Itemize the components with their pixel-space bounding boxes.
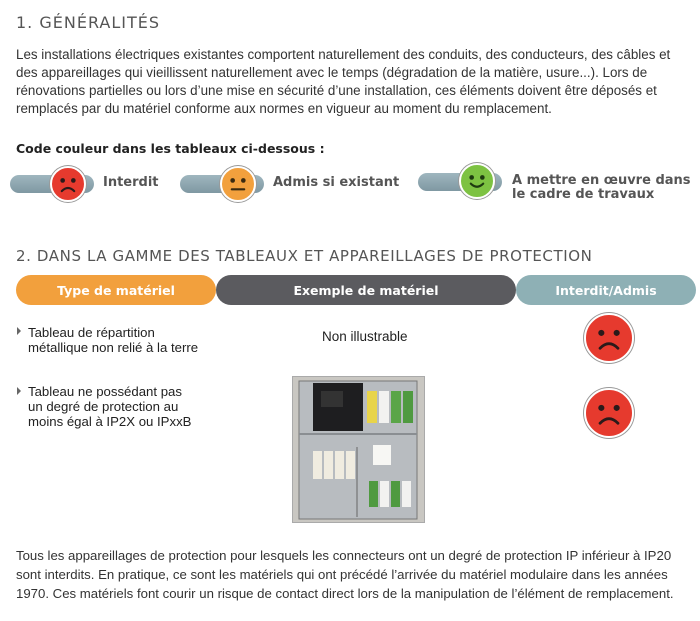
header-interdit-admis: Interdit/Admis [516,275,696,305]
row-2-type [28,384,191,429]
header-type-materiel: Type de matériel [16,275,216,305]
neutral-face-icon [220,166,256,202]
happy-face-icon [459,163,495,199]
legend-label-admis: Admis si existant [273,175,400,190]
electrical-panel-photo [292,376,425,523]
row-2-line2: un degré de protection au [28,399,179,414]
legend-label-mettre [512,174,691,202]
section-2-title: 2. DANS LA GAMME DES TABLEAUX ET APPAREILLAGES DE PROTECTION [16,247,593,265]
legend-label-mettre-line1: A mettre en œuvre dans [512,173,691,188]
sad-face-icon [50,166,86,202]
row-2-line1: Tableau ne possédant pas [28,384,182,399]
row-1-example: Non illustrable [322,329,408,344]
row-1-line2: métallique non relié à la terre [28,340,199,355]
section-1-title: 1. GÉNÉRALITÉS [16,13,161,32]
sad-face-icon [584,313,634,363]
outro-paragraph: Tous les appareillages de protection pour lesquels les connecteurs ont un degré de protection IP inférieur à IP20 sont interdits. En pratique, ce sont les matériels qui ont précédé l’arrivée du matériel modulaire dans les années 1970. Ces matériels font courir un risque de contact direct lors de la manipulation de l’élément de remplacement. [16,548,674,601]
row-1-line1: Tableau de répartition [28,325,155,340]
legend-label-mettre-line2: le cadre de travaux [512,187,655,202]
intro-paragraph: Les installations électriques existantes comportent naturellement des conduits, des conducteurs, des câbles et des appareillages qui vieillissent naturellement avec le temps (dégradation de la matière, usure...). Lors de rénovations partielles ou lors d’une mise en sécurité d’une installation, ces éléments doivent être déposés et remplacés par du matériel conforme aux normes en vigueur au moment du remplacement. [16,47,671,116]
header-exemple-materiel: Exemple de matériel [216,275,516,305]
row-1-type [28,325,198,355]
bullet-icon [17,387,21,395]
row-2-line3: moins égal à IP2X ou IPxxB [28,414,192,429]
legend-label-interdit: Interdit [103,175,159,190]
bullet-icon [17,327,21,335]
legend-title: Code couleur dans les tableaux ci-dessous : [16,141,325,156]
sad-face-icon [584,388,634,438]
